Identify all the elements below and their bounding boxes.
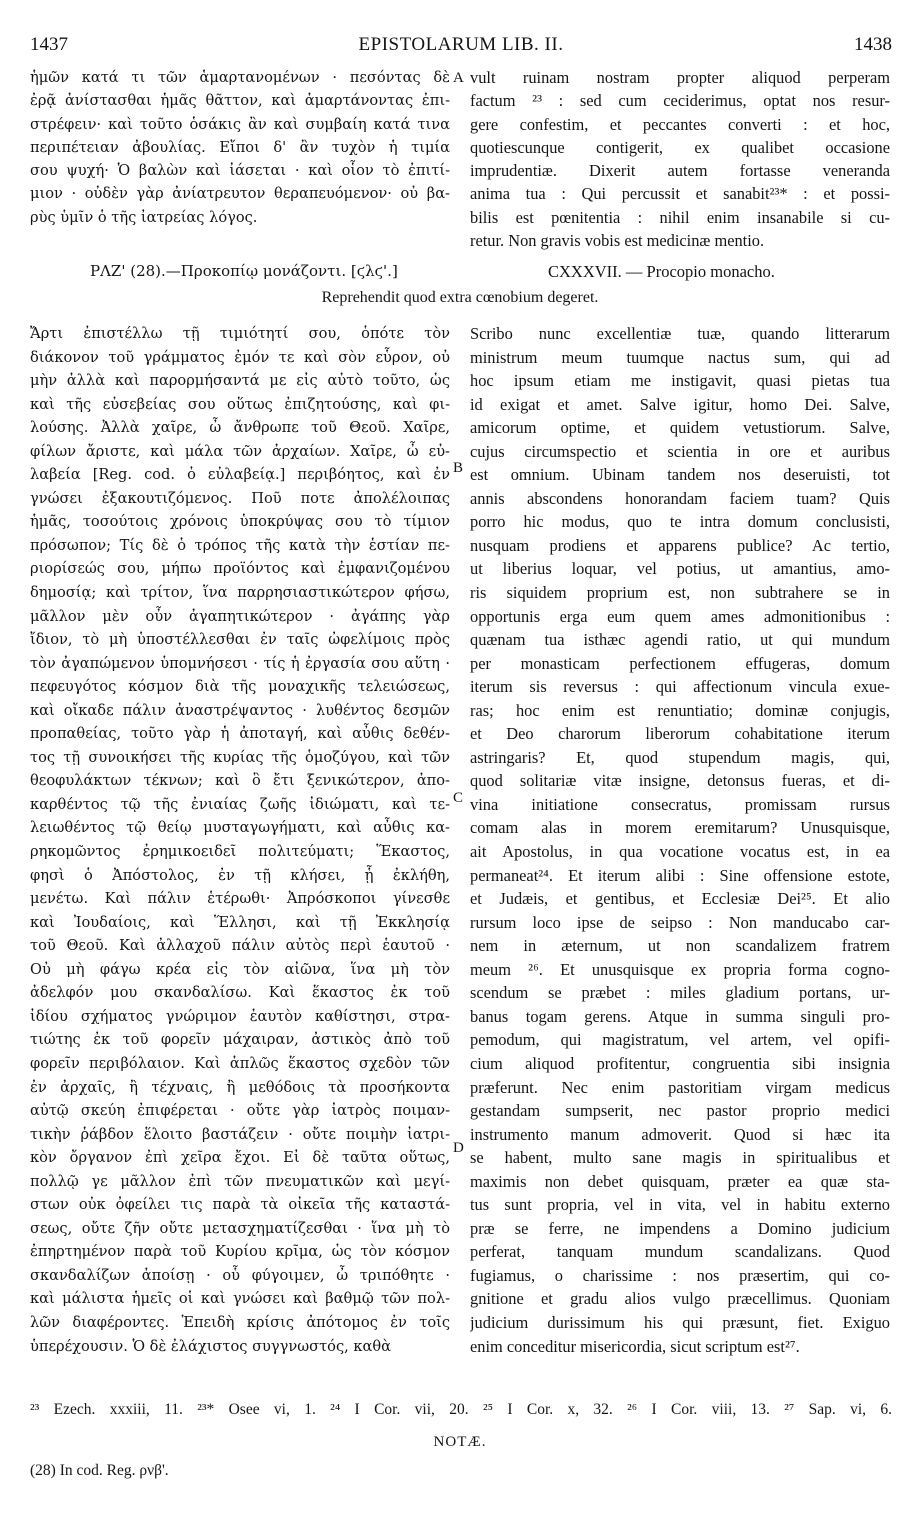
letter-title-greek: ΡΛΖ' (28).—Προκοπίῳ μονάζοντι. [ϛλϛ'.] <box>90 262 398 280</box>
latin-text-line: per monasticam perfectionem effugeras, domum <box>470 653 890 673</box>
latin-text-line: ait Apostolus, in qua vocatione vocatus est, in ea <box>470 842 890 862</box>
greek-text-line: μᾶλλον μὲν οὖν ἀγαπητικώτερον · ἀγάπης γὰρ <box>30 607 450 625</box>
greek-text-line: στων οὐκ ὀφείλει τις παρὰ τὰ οἰκεῖα τῆς καταστά- <box>30 1196 450 1214</box>
page-number-right: 1438 <box>854 34 892 55</box>
greek-text-line: τος τῇ συνοικήσει τῆς κυρίας τῆς ὁμοζύγου, καὶ τῶν <box>30 748 450 766</box>
greek-text-line: ἡμᾶς, τοσούτοις χρόνοις ὑποκρύψας σου τὸ τίμιον <box>30 513 450 531</box>
greek-text-line: μιον · οὐδὲν γὰρ ἀνίατρευτον θεραπευόμενον· οὐ βα- <box>30 185 450 203</box>
greek-text-line: πεφευγότος κόσμον διὰ τῆς μοναχικῆς τελειώσεως, <box>30 678 450 696</box>
latin-text-line: ut liberius loquar, vel potius, ut amantius, amo- <box>470 559 890 579</box>
latin-text-line: nusquam prodiens et apparens publice? Ac tertio, <box>470 535 890 555</box>
greek-text-line: ἡμῶν κατά τι τῶν ἁμαρτανομένων · πεσόντας δὲ <box>30 69 450 86</box>
latin-text-line: nem in æternum, ut non scandalizem fratrem <box>470 936 890 956</box>
greek-text-line: Οὐ μὴ φάγω κρέα εἰς τὸν αἰῶνα, ἵνα μὴ τὸν <box>30 960 450 978</box>
greek-text-line: λειωθέντος τῷ θείῳ μυσταγωγήματι, καὶ αὖθις κα- <box>30 819 450 837</box>
latin-text-line: retur. Non gravis vobis est medicinæ mentio. <box>470 231 765 251</box>
latin-text-line: se habent, multo sane magis in spiritualibus et <box>470 1148 890 1168</box>
greek-text-line: ριορίσεώς σου, μήπω προϊόντος καὶ ἐμφανιζομένου <box>30 560 450 578</box>
page-number-left: 1437 <box>30 34 68 55</box>
latin-text-line: cujus circumspectio et scientia in ore et auribus <box>470 441 890 461</box>
latin-text-line: astringaris? Et, quod stupendum magis, qui, <box>470 747 890 767</box>
greek-text-line: δημοσίᾳ; καὶ τρίτον, ἵνα παρρησιαστικώτερον φήσω, <box>30 584 450 602</box>
latin-text-line: vult ruinam nostram propter aliquod perperam <box>470 68 890 87</box>
running-header <box>30 34 892 58</box>
letter-title-latin: CXXXVII. — Procopio monacho. <box>548 262 775 281</box>
latin-text-line: comam alas in morem eremitarum? Unusquisque, <box>470 818 890 838</box>
greek-column-main <box>30 322 450 1358</box>
greek-text-line: ἀδελφόν μου σκανδαλίσω. Καὶ ἕκαστος ἐκ τοῦ <box>30 984 450 1002</box>
latin-text-line: gnitione et gradu alios vulgo præcellimus. Quoniam <box>470 1289 890 1309</box>
notae-heading: NOTÆ. <box>433 1434 487 1450</box>
latin-text-line: scendum se præbet : miles gladium portans, ur- <box>470 983 890 1003</box>
greek-text-line: φησὶ ὁ Ἀπόστολος, ἐν τῇ κλήσει, ᾗ ἐκλήθη, <box>30 866 450 884</box>
greek-text-line: φίλων ἄριστε, καὶ μάλα τῶν ἀρχαίων. Χαῖρε, ὦ εὐ- <box>30 442 450 460</box>
greek-text-line: τιώτης ἐκ τοῦ φορεῖν μάχαιραν, ἀστικὸς ἀπὸ τοῦ <box>30 1031 450 1049</box>
greek-text-line: ἰδίου σχήματος γνώριμον ἑαυτὸν καθίστησι, στρα- <box>30 1007 450 1025</box>
latin-text-line: est omnium. Ubinam tandem nos deseruisti, tot <box>470 465 890 485</box>
margin-letter-c: C <box>453 790 464 806</box>
greek-text-line: λαβεία [Reg. cod. ὁ εὐλαβείᾳ.] περιβόητος, καὶ ἐν <box>30 466 450 484</box>
latin-text-line: iterum sis reversus : qui affectionum vincula exue- <box>470 677 890 697</box>
latin-text-line: judicium durissimum his qui præsunt, fiet. Exiguo <box>470 1312 890 1332</box>
greek-text-line: ὑπερέχουσιν. Ὁ δὲ ἐλάχιστος συγγνωστός, καθὰ <box>30 1337 392 1355</box>
greek-text-line: καρθέντος τῷ τῆς ἐνιαίας ζωῆς ἰδιώματι, καὶ τε- <box>30 795 450 813</box>
margin-letter-a: A <box>453 70 464 86</box>
greek-text-line: θεοφυλάκτων τέκνων; καὶ ὃ ἔτι ξενικώτερον, ἀπο- <box>30 772 450 790</box>
greek-text-line: στρέφειν· καὶ τοῦτο ὁσάκις ἂν καὶ συμβαίη κατά τινα <box>30 115 450 133</box>
greek-text-line: καὶ μάλιστα ἡμεῖς οἱ καὶ γνώσει καὶ βαθμῷ τῶν πολ- <box>30 1290 450 1308</box>
latin-text-line: annis abscondens honorandam faciem tuam? Quis <box>470 488 890 508</box>
latin-text-line: permaneat²⁴. Et iterum alibi : Sine offensione estote, <box>470 865 890 885</box>
latin-text-line: quænam tua isthæc agendi ratio, ut qui mundum <box>470 630 890 650</box>
latin-text-line: opportunis erga eum quem ames admonitionibus : <box>470 606 890 626</box>
greek-text-line: γνώσει ἐξακουτιζόμενος. Ποῦ ποτε ἀπολέλοιπας <box>30 489 450 507</box>
latin-text-line: gestandam sumpserit, nec pastor proprio medici <box>470 1101 890 1121</box>
margin-letter-d: D <box>453 1140 464 1156</box>
greek-text-line: τοῦ Θεοῦ. Καὶ ἀλλαχοῦ πάλιν αὐτὸς περὶ ἑαυτοῦ · <box>30 937 450 955</box>
latin-text-line: hoc ipsum etiam me instigavit, quasi pietas tua <box>470 371 890 391</box>
latin-text-line: tus sunt propria, vel in vita, vel in habitu externo <box>470 1195 890 1215</box>
latin-text-line: præ se ferre, ne impendens a Domino judicium <box>470 1218 890 1238</box>
latin-text-line: bilis est pœnitentia : nihil enim insanabile si cu- <box>470 207 890 227</box>
margin-letter-b: B <box>453 460 464 476</box>
greek-text-line: ἴδιον, τὸ μὴ ὑποστέλλεσθαι ἐν ταῖς ὠφελίμοις πρὸς <box>30 631 450 649</box>
latin-text-line: maximis non debet quisquam, præter ea quæ sta- <box>470 1171 890 1191</box>
greek-text-line: ρηκομῶντος ἐρημικοειδεῖ πολιτεύματι; Ἕκαστος, <box>30 843 450 861</box>
greek-text-line: πολλῷ γε μᾶλλον ἐπὶ τῶν πνευματικῶν καὶ μεγί- <box>30 1172 450 1190</box>
greek-text-line: Ἄρτι ἐπιστέλλω τῇ τιμιότητί σου, ὁπότε τὸν <box>30 325 450 342</box>
greek-text-line: φορεῖν περιβόλαιον. Καὶ ἁπλῶς ἕκαστος σχεδὸν τῶν <box>30 1054 450 1072</box>
latin-text-line: banus togam gerens. Atque in summa singuli pro- <box>470 1006 890 1026</box>
greek-text-line: σεως, οὔτε ζῆν οὔτε μετασχηματίζεσθαι · ἵνα μὴ τὸ <box>30 1219 450 1237</box>
greek-text-line: κὸν ὄργανον ἐπὶ χεῖρα ἔχοι. Εἰ δὲ ταῦτα οὕτως, <box>30 1149 450 1167</box>
latin-text-line: imprudentiæ. Dixerit autem fortasse veneranda <box>470 161 890 181</box>
latin-text-line: vina initiatione consecratus, promissam rursus <box>470 794 890 814</box>
latin-text-line: fugiamus, o charissime : nos præsertim, qui co- <box>470 1265 890 1285</box>
latin-text-line: gere confestim, et peccantes converti : et hoc, <box>470 114 890 134</box>
latin-text-line: amicorum optime, et quidem vetustiorum. Salve, <box>470 418 890 438</box>
greek-text-line: ἐρᾷ ἀνίστασθαι ἡμᾶς θᾶττον, καὶ ἁμαρτάνοντας ἐπι- <box>30 92 450 110</box>
latin-text-line: ras; hoc enim est renuntiatio; dominæ conjugis, <box>470 700 890 720</box>
greek-text-line: λούσης. Ἀλλὰ χαῖρε, ὦ ἄνθρωπε τοῦ Θεοῦ. Χαῖρε, <box>30 419 450 437</box>
footnotes: ²³ Ezech. xxxiii, 11. ²³* Osee vi, 1. ²⁴ I Cor. vii, 20. ²⁵ I Cor. x, 32. ²⁶ I Cor. viii, 13. ²⁷ Sap. vi, 6. <box>30 1401 892 1418</box>
latin-text-line: Scribo nunc excellentiæ tuæ, quando litterarum <box>470 324 890 343</box>
greek-text-line: διάκονον τοῦ γράμματος ἐμόν τε καὶ σὸν εὗρον, οὐ <box>30 348 450 366</box>
greek-text-line: ἐν ἀρχαῖς, ἢ τέχναις, ἢ μεθόδοις τὰ προσήκοντα <box>30 1078 450 1096</box>
letter-subtitle: Reprehendit quod extra cœnobium degeret. <box>321 289 599 306</box>
latin-text-line: ris siquidem proprium est, non subtrahere se in <box>470 583 890 603</box>
latin-text-line: et Judæis, et gentibus, et Ecclesiæ Dei²⁵. Et alio <box>470 889 890 909</box>
greek-text-line: μὴν ἀλλὰ καὶ παρορμήσαντά με εἰς αὐτὸ τοῦτο, ὡς <box>30 372 450 390</box>
greek-text-line: τὸν ἀγαπώμενον ὑπομνήσεσι · τίς ἡ ἐργασία σου αὕτη · <box>30 654 450 672</box>
latin-text-line: præferunt. Nec enim pastoritiam virgam medicus <box>470 1077 890 1097</box>
latin-text-line: rursum loco ipse de seipso : Non manducabo car- <box>470 912 890 932</box>
latin-text-line: et Deo charorum liberorum cohabitatione iterum <box>470 724 890 744</box>
greek-text-line: προπαθείας, τοῦτο γὰρ ἡ ἀποταγή, καὶ αὖθις δεθέν- <box>30 725 450 743</box>
latin-text-line: pemodum, qui magistratum, vel artem, vel opifi- <box>470 1030 890 1050</box>
greek-column-top <box>30 66 450 229</box>
greek-text-line: αὐτῷ σκεύη ἐπιφέρεται · οὔτε γὰρ ἰατρὸς ποιμαν- <box>30 1102 450 1120</box>
latin-text-line: anima tua : Qui percussit et sanabit²³* : et possi- <box>470 184 890 204</box>
latin-text-line: enim conceditur misericordia, sicut scriptum est²⁷. <box>470 1336 800 1356</box>
latin-column-main <box>470 322 890 1358</box>
latin-text-line: perferat, tanquam mundum scandalizans. Quod <box>470 1242 890 1262</box>
greek-text-line: τικὴν ῥάβδον ἕλοιτο βαστάζειν · οὔτε ποιμὴν ἰατρι- <box>30 1125 450 1143</box>
running-title: EPISTOLARUM LIB. II. <box>358 34 564 55</box>
greek-text-line: καὶ τῆς εὐσεβείας σου οὕτως ἐπιζητούσης, καὶ φι- <box>30 395 450 413</box>
note-28: (28) In cod. Reg. ρνβ'. <box>30 1462 169 1479</box>
greek-text-line: καὶ Ἰουδαίοις, καὶ Ἕλλησι, καὶ τῇ Ἐκκλησίᾳ <box>30 913 450 931</box>
latin-text-line: porro hic modus, quo te intra domum conclusisti, <box>470 512 890 532</box>
latin-column-top <box>470 66 890 252</box>
greek-text-line: πρόσωπον; Τίς δὲ ὁ τρόπος τῆς κατὰ τὴν ἑστίαν πε- <box>30 536 450 554</box>
latin-text-line: meum ²⁶. Et unusquisque ex propria forma cogno- <box>470 959 890 979</box>
latin-text-line: quotiescunque contigerit, ex qualibet occasione <box>470 137 890 157</box>
greek-text-line: ἐπηρτημένον παρὰ τοῦ Κυρίου κρῖμα, ὡς τὸν κόσμον <box>30 1243 450 1261</box>
greek-text-line: σκανδαλίζων ἀποίσῃ · οὗ φύγοιμεν, ὦ τριπόθητε · <box>30 1266 450 1284</box>
greek-text-line: καὶ οἴκαδε πάλιν ἀναστρέψαντος · λυθέντος δεσμῶν <box>30 701 450 719</box>
latin-text-line: instrumento manum admoverit. Quod si hæc ita <box>470 1124 890 1144</box>
latin-text-line: cium aliquod profitentur, congruentia sibi insignia <box>470 1053 890 1073</box>
greek-text-line: περιπέτειαν ἀβουλίας. Εἴποι δ' ἂν τυχὸν ἡ τιμία <box>30 138 450 156</box>
latin-text-line: factum ²³ : sed cum ceciderimus, optat nos resur- <box>470 91 890 111</box>
latin-text-line: id exigat et amet. Salve igitur, homo Dei. Salve, <box>470 394 890 414</box>
latin-text-line: quod solitariæ vitæ insigne, detonsus fueras, et di- <box>470 771 890 791</box>
greek-text-line: λῶν διαφέροντες. Ἐπειδὴ κρίσις ἀπότομος ἐν τοῖς <box>30 1313 450 1331</box>
latin-text-line: ministrum meum tuumque nactus sum, qui ad <box>470 347 890 367</box>
greek-text-line: σου ψυχή· Ὁ βαλὼν καὶ ἰάσεται · καὶ οἷον τὸ ἐπιτί- <box>30 162 450 180</box>
greek-text-line: ρὺς ὑμῖν ὁ τῆς ἰατρείας λόγος. <box>30 208 258 226</box>
greek-text-line: μενέτω. Καὶ πάλιν ἑτέρωθι· Ἀπρόσκοποι γίνεσθε <box>30 890 450 908</box>
